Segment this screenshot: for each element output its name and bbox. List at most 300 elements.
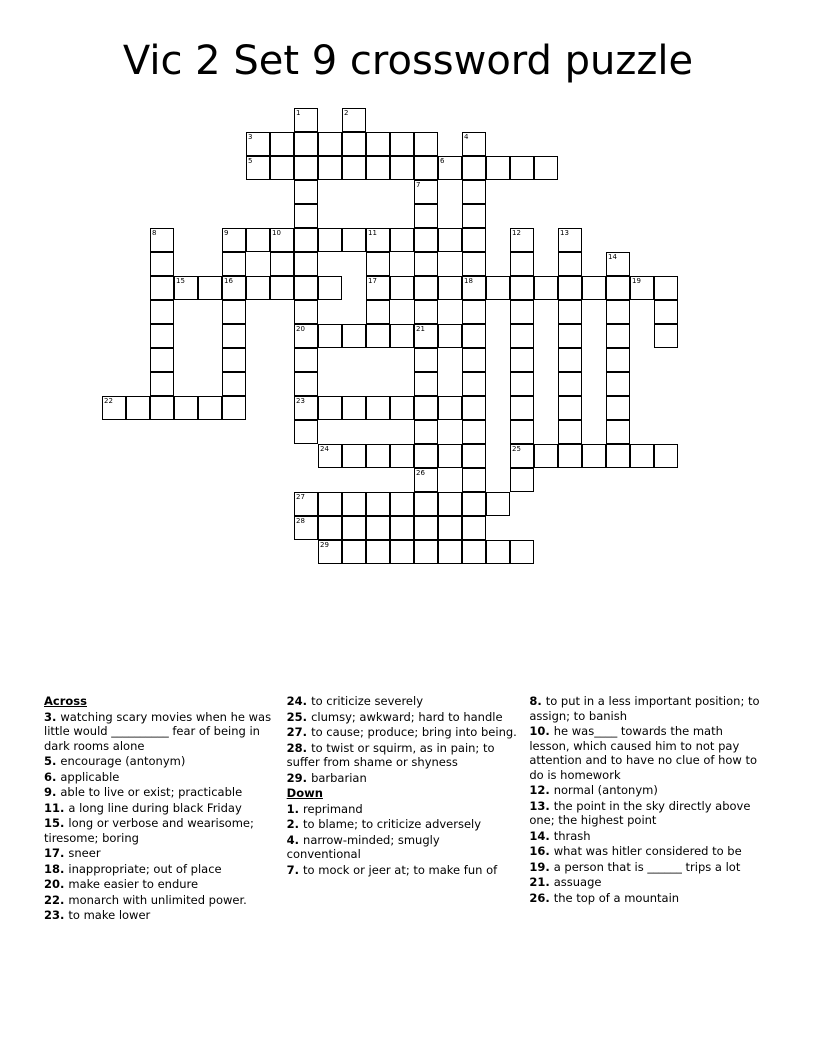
cell-number: 12: [512, 229, 521, 237]
crossword-cell[interactable]: [294, 420, 318, 444]
clue-item: [287, 863, 518, 878]
clue-number: 5.: [44, 754, 61, 768]
clue-text: encourage (antonym): [60, 754, 186, 768]
crossword-cell[interactable]: [318, 228, 342, 252]
crossword-cell[interactable]: [606, 420, 630, 444]
crossword-cell[interactable]: [414, 348, 438, 372]
crossword-cell[interactable]: [606, 300, 630, 324]
crossword-cell[interactable]: [246, 228, 270, 252]
crossword-cell[interactable]: [558, 228, 582, 252]
crossword-cell[interactable]: [510, 468, 534, 492]
across-heading: Across: [44, 694, 87, 708]
crossword-cell[interactable]: [486, 492, 510, 516]
crossword-cell[interactable]: [366, 444, 390, 468]
clue-number: 26.: [529, 890, 554, 905]
cell-number: 20: [296, 325, 305, 333]
clue-number: 1.: [286, 801, 304, 816]
clue-text: to put in a less important position; to assign; to banish: [529, 694, 760, 723]
crossword-cell[interactable]: [462, 348, 486, 372]
clue-text: assuage: [553, 875, 602, 889]
clues-column-1: [44, 694, 287, 924]
crossword-cell[interactable]: [462, 156, 486, 180]
clue-text: he was____ towards the math lesson, which caused him to not pay attention and to have no clue of how to do is homework: [529, 724, 758, 782]
clue-number: 21.: [529, 875, 554, 889]
crossword-cell[interactable]: [510, 444, 534, 468]
clue-number: 27.: [286, 725, 312, 739]
crossword-cell[interactable]: [414, 252, 438, 276]
crossword-cell[interactable]: [606, 372, 630, 396]
clue-number: 25.: [286, 709, 312, 724]
clue-list-across-1: [44, 710, 275, 923]
cell-number: 7: [416, 181, 421, 189]
crossword-cell[interactable]: [342, 108, 366, 132]
crossword-cell[interactable]: [606, 252, 630, 276]
clue-item: [44, 908, 275, 923]
crossword-cell[interactable]: [582, 444, 606, 468]
clue-number: 2.: [286, 817, 304, 831]
clue-text: barbarian: [311, 770, 367, 785]
clue-list-down-2: [529, 694, 760, 905]
crossword-cell[interactable]: [294, 516, 318, 540]
clue-number: 28.: [286, 740, 312, 755]
clue-text: applicable: [60, 769, 120, 784]
cell-number: 27: [296, 493, 305, 501]
crossword-cell[interactable]: [366, 156, 390, 180]
crossword-cell[interactable]: [558, 252, 582, 276]
cell-number: 13: [560, 229, 569, 237]
crossword-cell[interactable]: [294, 324, 318, 348]
crossword-cell[interactable]: [342, 516, 366, 540]
crossword-cell[interactable]: [222, 324, 246, 348]
crossword-cell[interactable]: [150, 276, 174, 300]
clue-number: 29.: [286, 770, 312, 785]
cell-number: 26: [416, 469, 425, 477]
cell-number: 11: [368, 229, 377, 237]
crossword-cell[interactable]: [366, 492, 390, 516]
clue-number: 18.: [44, 861, 69, 876]
clue-number: 24.: [286, 694, 312, 708]
crossword-cell[interactable]: [294, 180, 318, 204]
clue-text: to cause; produce; bring into being.: [311, 725, 517, 739]
crossword-cell[interactable]: [294, 372, 318, 396]
crossword-cell[interactable]: [462, 444, 486, 468]
clue-number: 9.: [44, 785, 61, 799]
crossword-cell[interactable]: [438, 444, 462, 468]
clue-item: [529, 891, 760, 906]
cell-number: 25: [512, 445, 521, 453]
crossword-cell[interactable]: [414, 204, 438, 228]
crossword-cell[interactable]: [414, 420, 438, 444]
crossword-cell[interactable]: [366, 516, 390, 540]
clue-number: 8.: [529, 694, 546, 708]
crossword-cell[interactable]: [318, 516, 342, 540]
crossword-cell[interactable]: [654, 324, 678, 348]
crossword-cell[interactable]: [390, 276, 414, 300]
crossword-cell[interactable]: [438, 276, 462, 300]
crossword-cell[interactable]: [270, 276, 294, 300]
cell-number: 29: [320, 541, 329, 549]
crossword-cell[interactable]: [462, 540, 486, 564]
clue-text: make easier to endure: [68, 877, 199, 891]
crossword-cell[interactable]: [342, 324, 366, 348]
crossword-cell[interactable]: [102, 396, 126, 420]
crossword-cell[interactable]: [366, 300, 390, 324]
clue-number: 10.: [529, 724, 554, 738]
crossword-cell[interactable]: [462, 228, 486, 252]
clue-item: [287, 817, 518, 832]
crossword-cell[interactable]: [366, 228, 390, 252]
clue-number: 17.: [44, 846, 69, 860]
clue-item: [44, 862, 275, 877]
crossword-cell[interactable]: [390, 516, 414, 540]
clue-number: 13.: [529, 798, 554, 813]
crossword-cell[interactable]: [558, 276, 582, 300]
crossword-cell[interactable]: [462, 132, 486, 156]
cell-number: 9: [224, 229, 229, 237]
crossword-cell[interactable]: [462, 372, 486, 396]
crossword-cell[interactable]: [462, 276, 486, 300]
crossword-cell[interactable]: [462, 420, 486, 444]
crossword-cell[interactable]: [318, 156, 342, 180]
crossword-cell[interactable]: [342, 228, 366, 252]
clue-number: 19.: [529, 859, 554, 874]
crossword-cell[interactable]: [510, 252, 534, 276]
crossword-cell[interactable]: [390, 324, 414, 348]
crossword-cell[interactable]: [366, 396, 390, 420]
crossword-cell[interactable]: [342, 156, 366, 180]
crossword-cell[interactable]: [294, 492, 318, 516]
crossword-cell[interactable]: [414, 444, 438, 468]
crossword-cell[interactable]: [414, 276, 438, 300]
crossword-cell[interactable]: [414, 468, 438, 492]
crossword-cell[interactable]: [198, 276, 222, 300]
clue-item: [529, 829, 760, 844]
crossword-cell[interactable]: [510, 348, 534, 372]
crossword-cell[interactable]: [174, 276, 198, 300]
crossword-cell[interactable]: [390, 228, 414, 252]
clue-list-down-1: [287, 802, 518, 878]
crossword-cell[interactable]: [438, 540, 462, 564]
crossword-cell[interactable]: [510, 420, 534, 444]
crossword-cell[interactable]: [318, 132, 342, 156]
crossword-cell[interactable]: [246, 132, 270, 156]
crossword-cell[interactable]: [510, 300, 534, 324]
crossword-cell[interactable]: [270, 132, 294, 156]
cell-number: 6: [440, 157, 445, 165]
clues-container: [44, 694, 772, 924]
crossword-cell[interactable]: [414, 132, 438, 156]
crossword-cell[interactable]: [606, 276, 630, 300]
crossword-cell[interactable]: [414, 228, 438, 252]
crossword-cell[interactable]: [438, 492, 462, 516]
crossword-cell[interactable]: [414, 156, 438, 180]
crossword-cell[interactable]: [294, 204, 318, 228]
clue-number: 6.: [44, 769, 61, 784]
clue-item: [44, 801, 275, 816]
crossword-cell[interactable]: [270, 252, 294, 276]
crossword-cell[interactable]: [150, 252, 174, 276]
crossword-cell[interactable]: [414, 300, 438, 324]
crossword-cell[interactable]: [390, 444, 414, 468]
crossword-cell[interactable]: [438, 516, 462, 540]
crossword-cell[interactable]: [654, 444, 678, 468]
crossword-cell[interactable]: [606, 396, 630, 420]
crossword-cell[interactable]: [510, 276, 534, 300]
crossword-cell[interactable]: [294, 300, 318, 324]
crossword-cell[interactable]: [390, 132, 414, 156]
crossword-cell[interactable]: [486, 156, 510, 180]
clue-item: [529, 694, 760, 723]
crossword-cell[interactable]: [606, 444, 630, 468]
crossword-cell[interactable]: [390, 156, 414, 180]
crossword-cell[interactable]: [606, 348, 630, 372]
crossword-cell[interactable]: [294, 228, 318, 252]
crossword-cell[interactable]: [414, 324, 438, 348]
clue-item: [529, 724, 760, 782]
crossword-cell[interactable]: [630, 444, 654, 468]
crossword-cell[interactable]: [510, 324, 534, 348]
clue-item: [287, 725, 518, 740]
crossword-cell[interactable]: [510, 396, 534, 420]
crossword-cell[interactable]: [198, 396, 222, 420]
crossword-cell[interactable]: [558, 300, 582, 324]
clue-item: [529, 860, 760, 875]
crossword-cell[interactable]: [390, 492, 414, 516]
crossword-cell[interactable]: [318, 324, 342, 348]
clue-item: [44, 846, 275, 861]
crossword-cell[interactable]: [462, 204, 486, 228]
crossword-cell[interactable]: [486, 276, 510, 300]
clue-list-across-2: [287, 694, 518, 785]
crossword-cell[interactable]: [222, 300, 246, 324]
crossword-cell[interactable]: [558, 372, 582, 396]
crossword-cell[interactable]: [222, 396, 246, 420]
crossword-cell[interactable]: [558, 324, 582, 348]
crossword-cell[interactable]: [222, 252, 246, 276]
cell-number: 18: [464, 277, 473, 285]
clue-text: normal (antonym): [553, 783, 658, 797]
clue-number: 22.: [44, 892, 69, 907]
cell-number: 14: [608, 253, 617, 261]
crossword-cell[interactable]: [366, 540, 390, 564]
crossword-cell[interactable]: [462, 516, 486, 540]
crossword-cell[interactable]: [462, 324, 486, 348]
crossword-cell[interactable]: [654, 300, 678, 324]
crossword-cell[interactable]: [558, 348, 582, 372]
crossword-cell[interactable]: [366, 276, 390, 300]
clue-text: reprimand: [303, 801, 363, 816]
clue-number: 7.: [286, 862, 304, 877]
crossword-cell[interactable]: [318, 276, 342, 300]
crossword-cell[interactable]: [558, 444, 582, 468]
crossword-cell[interactable]: [534, 276, 558, 300]
cell-number: 23: [296, 397, 305, 405]
crossword-cell[interactable]: [582, 276, 606, 300]
clue-item: [44, 754, 275, 769]
cell-number: 5: [248, 157, 253, 165]
crossword-cell[interactable]: [342, 540, 366, 564]
crossword-cell[interactable]: [342, 444, 366, 468]
clue-item: [287, 802, 518, 817]
crossword-cell[interactable]: [150, 396, 174, 420]
crossword-cell[interactable]: [222, 372, 246, 396]
crossword-cell[interactable]: [150, 372, 174, 396]
crossword-cell[interactable]: [246, 276, 270, 300]
cell-number: 24: [320, 445, 329, 453]
crossword-cell[interactable]: [294, 276, 318, 300]
crossword-cell[interactable]: [270, 156, 294, 180]
crossword-cell[interactable]: [558, 420, 582, 444]
crossword-cell[interactable]: [462, 300, 486, 324]
cell-number: 21: [416, 325, 425, 333]
crossword-cell[interactable]: [438, 324, 462, 348]
crossword-grid-container: [0, 108, 816, 578]
clue-item: [44, 710, 275, 754]
crossword-cell[interactable]: [414, 540, 438, 564]
crossword-cell[interactable]: [150, 324, 174, 348]
crossword-cell[interactable]: [294, 396, 318, 420]
crossword-cell[interactable]: [654, 276, 678, 300]
clue-text: narrow-minded; smugly conventional: [286, 832, 440, 861]
clues-column-3: [529, 694, 772, 924]
clue-number: 14.: [529, 828, 554, 843]
crossword-cell[interactable]: [126, 396, 150, 420]
crossword-cell[interactable]: [510, 372, 534, 396]
cell-number: 17: [368, 277, 377, 285]
crossword-grid[interactable]: [102, 108, 714, 570]
crossword-cell[interactable]: [150, 300, 174, 324]
clue-text: to criticize severely: [311, 694, 423, 708]
crossword-cell[interactable]: [294, 348, 318, 372]
clue-item: [287, 771, 518, 786]
clue-text: what was hitler considered to be: [553, 844, 742, 858]
crossword-cell[interactable]: [342, 492, 366, 516]
clue-item: [287, 833, 518, 862]
crossword-cell[interactable]: [462, 396, 486, 420]
clue-text: long or verbose and wearisome; tiresome; boring: [44, 816, 254, 845]
crossword-cell[interactable]: [390, 396, 414, 420]
clue-number: 20.: [44, 877, 69, 891]
cell-number: 16: [224, 277, 233, 285]
crossword-cell[interactable]: [390, 540, 414, 564]
crossword-cell[interactable]: [510, 228, 534, 252]
crossword-cell[interactable]: [462, 252, 486, 276]
crossword-cell[interactable]: [342, 396, 366, 420]
clue-item: [287, 741, 518, 770]
page-title: Vic 2 Set 9 crossword puzzle: [122, 38, 694, 84]
crossword-cell[interactable]: [150, 348, 174, 372]
crossword-cell[interactable]: [222, 348, 246, 372]
clue-item: [529, 783, 760, 798]
clue-number: 16.: [529, 844, 554, 858]
clue-text: watching scary movies when he was little would __________ fear of being in dark rooms alone: [44, 709, 272, 753]
crossword-cell[interactable]: [630, 276, 654, 300]
crossword-cell[interactable]: [222, 228, 246, 252]
crossword-cell[interactable]: [318, 540, 342, 564]
crossword-cell[interactable]: [510, 540, 534, 564]
clues-column-2: [287, 694, 530, 924]
crossword-cell[interactable]: [534, 156, 558, 180]
crossword-cell[interactable]: [414, 372, 438, 396]
crossword-cell[interactable]: [366, 252, 390, 276]
clue-item: [529, 875, 760, 890]
crossword-cell[interactable]: [318, 396, 342, 420]
crossword-cell[interactable]: [462, 492, 486, 516]
crossword-cell[interactable]: [294, 132, 318, 156]
cell-number: 22: [104, 397, 113, 405]
clue-text: able to live or exist; practicable: [60, 785, 243, 799]
cell-number: 15: [176, 277, 185, 285]
clue-number: 3.: [44, 709, 61, 724]
crossword-cell[interactable]: [366, 132, 390, 156]
crossword-cell[interactable]: [438, 156, 462, 180]
crossword-cell[interactable]: [414, 396, 438, 420]
clue-item: [44, 893, 275, 908]
crossword-cell[interactable]: [150, 228, 174, 252]
clue-text: to blame; to criticize adversely: [303, 817, 482, 831]
clue-item: [287, 710, 518, 725]
cell-number: 10: [272, 229, 281, 237]
clue-text: a long line during black Friday: [68, 800, 242, 815]
clue-text: to mock or jeer at; to make fun of: [303, 862, 498, 877]
crossword-cell[interactable]: [294, 156, 318, 180]
clue-text: to twist or squirm, as in pain; to suffer from shame or shyness: [286, 740, 495, 769]
clue-item: [529, 799, 760, 828]
cell-number: 1: [296, 109, 301, 117]
crossword-cell[interactable]: [246, 156, 270, 180]
clue-item: [44, 816, 275, 845]
clue-text: clumsy; awkward; hard to handle: [311, 709, 503, 724]
clue-text: inappropriate; out of place: [68, 861, 222, 876]
crossword-cell[interactable]: [270, 228, 294, 252]
cell-number: 2: [344, 109, 349, 117]
crossword-cell[interactable]: [222, 276, 246, 300]
crossword-cell[interactable]: [342, 132, 366, 156]
clue-item: [287, 694, 518, 709]
crossword-cell[interactable]: [462, 180, 486, 204]
cell-number: 4: [464, 133, 469, 141]
clue-text: to make lower: [68, 908, 151, 922]
clue-text: a person that is ______ trips a lot: [553, 859, 741, 874]
crossword-cell[interactable]: [438, 396, 462, 420]
clue-text: thrash: [553, 828, 591, 843]
clue-number: 15.: [44, 816, 69, 830]
clue-item: [529, 844, 760, 859]
clue-text: monarch with unlimited power.: [68, 892, 247, 907]
crossword-cell[interactable]: [510, 156, 534, 180]
crossword-cell[interactable]: [558, 396, 582, 420]
crossword-cell[interactable]: [366, 324, 390, 348]
crossword-cell[interactable]: [414, 180, 438, 204]
crossword-cell[interactable]: [414, 492, 438, 516]
clue-number: 23.: [44, 908, 69, 922]
clue-number: 4.: [286, 832, 304, 847]
crossword-cell[interactable]: [294, 108, 318, 132]
crossword-cell[interactable]: [606, 324, 630, 348]
crossword-cell[interactable]: [534, 444, 558, 468]
clue-text: the top of a mountain: [553, 890, 680, 905]
clue-number: 11.: [44, 800, 69, 815]
crossword-cell[interactable]: [462, 468, 486, 492]
crossword-cell[interactable]: [318, 492, 342, 516]
crossword-cell[interactable]: [414, 516, 438, 540]
clue-number: 12.: [529, 783, 554, 797]
crossword-cell[interactable]: [294, 252, 318, 276]
crossword-cell[interactable]: [174, 396, 198, 420]
crossword-cell[interactable]: [438, 228, 462, 252]
crossword-cell[interactable]: [486, 540, 510, 564]
crossword-cell[interactable]: [318, 444, 342, 468]
